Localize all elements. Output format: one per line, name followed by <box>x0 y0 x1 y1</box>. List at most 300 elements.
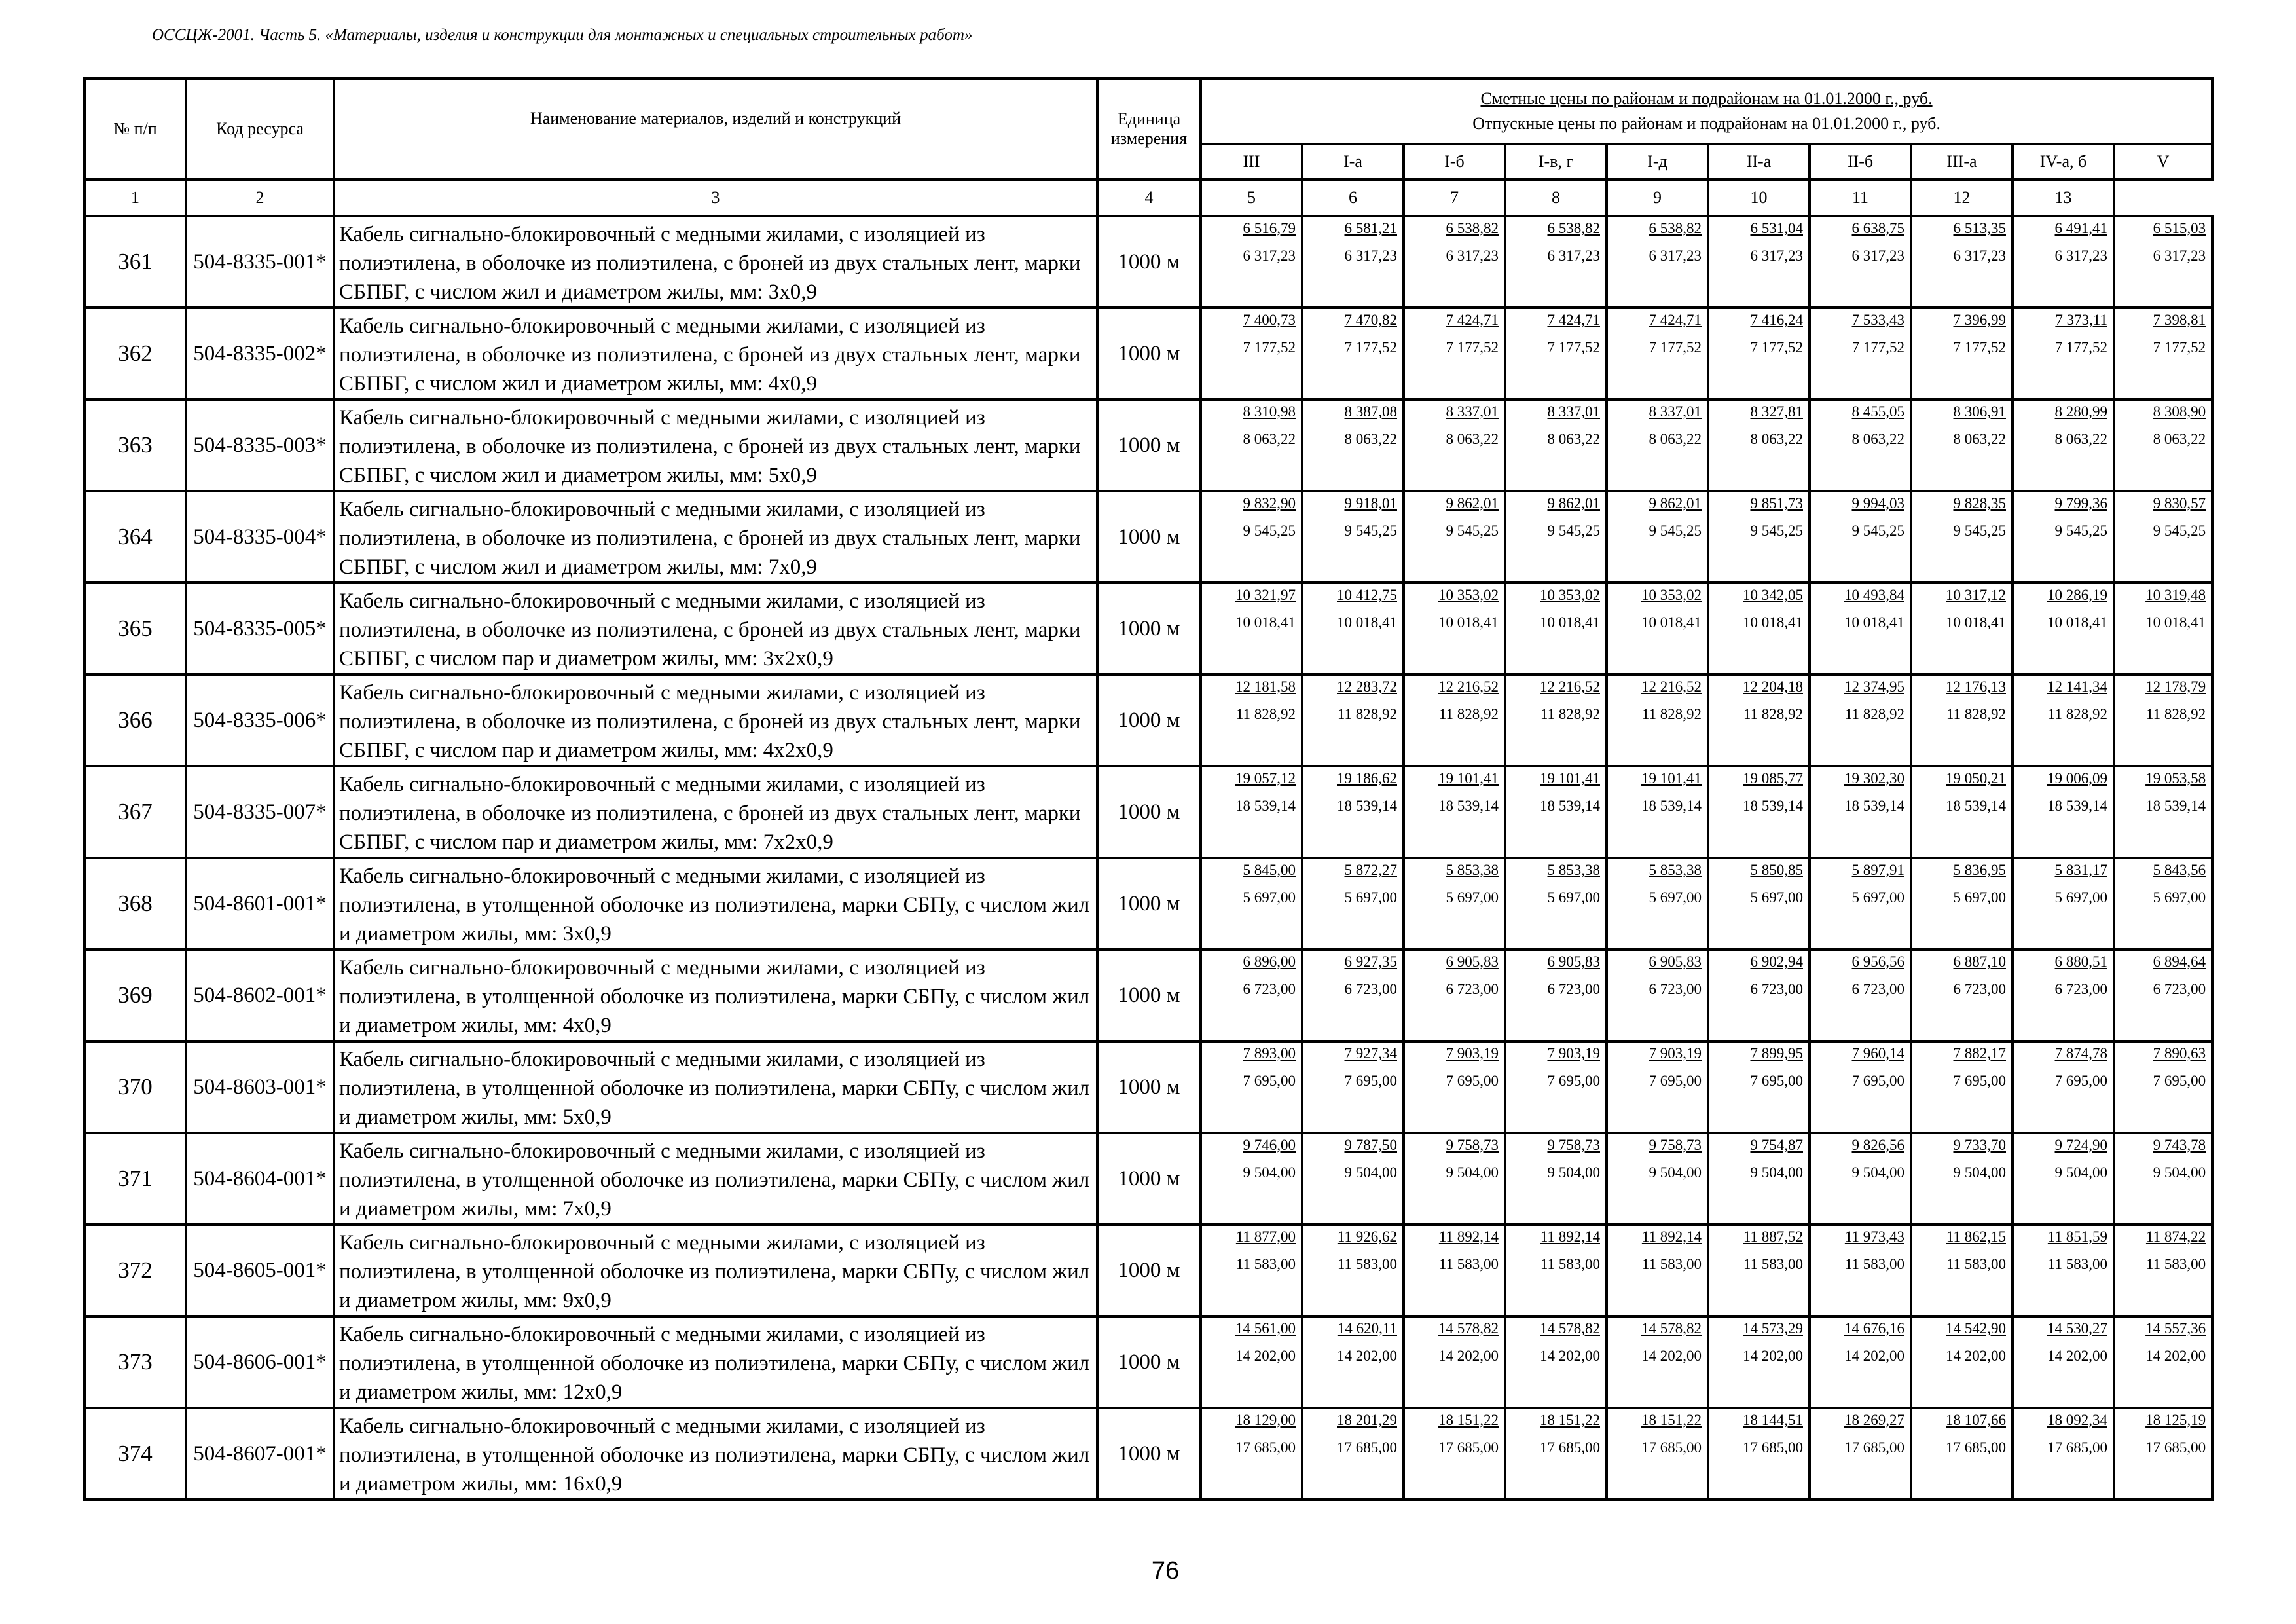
estimated-price: 19 302,30 <box>1844 770 1904 786</box>
release-price: 10 018,41 <box>1235 614 1296 631</box>
release-price: 7 177,52 <box>1851 339 1904 356</box>
header-region: V <box>2114 144 2212 179</box>
estimated-price: 14 542,90 <box>1946 1320 2006 1337</box>
estimated-price: 19 101,41 <box>1438 770 1499 786</box>
price-cell <box>1201 1316 1302 1408</box>
price-cell <box>1505 491 1607 583</box>
release-price: 9 504,00 <box>1547 1164 1600 1181</box>
price-cell <box>1607 583 1708 674</box>
release-price: 18 539,14 <box>1438 798 1499 814</box>
estimated-price: 6 902,94 <box>1750 953 1803 970</box>
estimated-price: 9 733,70 <box>1953 1137 2006 1153</box>
estimated-price: 12 374,95 <box>1844 678 1904 695</box>
estimated-price: 10 342,05 <box>1743 587 1803 603</box>
release-price: 18 539,14 <box>1235 798 1296 814</box>
release-price: 9 504,00 <box>1851 1164 1904 1181</box>
estimated-price: 10 317,12 <box>1946 587 2006 603</box>
estimated-price: 6 887,10 <box>1953 953 2006 970</box>
estimated-price: 7 396,99 <box>1953 312 2006 328</box>
row-number: 369 <box>84 950 186 1041</box>
estimated-price: 7 400,73 <box>1243 312 1296 328</box>
row-number: 365 <box>84 583 186 674</box>
price-cell <box>2114 491 2212 583</box>
price-cell <box>2013 766 2114 858</box>
table-row <box>84 1225 2212 1316</box>
item-name: Кабель сигнально-блокировочный с медными жилами, с изоляцией из полиэтилена, в оболочке из полиэтилена, с броней из двух стальных лент, марки СБПБГ, с числом жил и диаметром жилы, мм: 7х0,9 <box>334 491 1097 583</box>
estimated-price: 9 724,90 <box>2054 1137 2107 1153</box>
price-cell <box>2114 216 2212 308</box>
estimated-price: 7 960,14 <box>1851 1045 1904 1061</box>
release-price: 10 018,41 <box>1743 614 1803 631</box>
price-cell <box>1505 1133 1607 1225</box>
release-price: 5 697,00 <box>1344 889 1397 906</box>
release-price: 7 695,00 <box>1750 1073 1803 1089</box>
estimated-price: 12 141,34 <box>2047 678 2107 695</box>
release-price: 7 177,52 <box>1953 339 2006 356</box>
price-cell <box>2013 1225 2114 1316</box>
estimated-price: 12 178,79 <box>2145 678 2206 695</box>
estimated-price: 11 892,14 <box>1438 1228 1499 1245</box>
release-price: 11 828,92 <box>1946 706 2006 722</box>
price-cell <box>2114 1225 2212 1316</box>
estimated-price: 12 181,58 <box>1235 678 1296 695</box>
table-row <box>84 950 2212 1041</box>
unit-of-measure: 1000 м <box>1097 399 1201 491</box>
price-cell <box>1505 1225 1607 1316</box>
header-region: I-а <box>1302 144 1404 179</box>
release-price: 5 697,00 <box>1649 889 1702 906</box>
item-name: Кабель сигнально-блокировочный с медными жилами, с изоляцией из полиэтилена, в оболочке из полиэтилена, с броней из двух стальных лент, марки СБПБГ, с числом пар и диаметром жилы, мм: 4х2х0,9 <box>334 674 1097 766</box>
item-name: Кабель сигнально-блокировочный с медными жилами, с изоляцией из полиэтилена, в оболочке из полиэтилена, с броней из двух стальных лент, марки СБПБГ, с числом жил и диаметром жилы, мм: 5х0,9 <box>334 399 1097 491</box>
price-cell <box>1201 308 1302 399</box>
price-cell <box>1302 583 1404 674</box>
estimated-price: 11 851,59 <box>2047 1228 2107 1245</box>
estimated-price: 7 903,19 <box>1649 1045 1702 1061</box>
header-row-no: № п/п <box>84 79 186 179</box>
price-cell <box>2114 1133 2212 1225</box>
header-region: I-д <box>1607 144 1708 179</box>
release-price: 14 202,00 <box>1946 1348 2006 1364</box>
release-price: 7 695,00 <box>1547 1073 1600 1089</box>
price-cell <box>1708 766 1810 858</box>
price-cell <box>1810 766 1911 858</box>
price-cell <box>1302 1041 1404 1133</box>
price-cell <box>1404 1133 1505 1225</box>
release-price: 17 685,00 <box>1235 1439 1296 1456</box>
release-price: 6 317,23 <box>1547 248 1600 264</box>
release-price: 7 695,00 <box>1649 1073 1702 1089</box>
price-cell <box>1810 674 1911 766</box>
release-price: 11 583,00 <box>1641 1256 1702 1272</box>
price-cell <box>1911 858 2013 950</box>
release-price: 6 723,00 <box>2153 981 2206 997</box>
estimated-price: 7 899,95 <box>1750 1045 1803 1061</box>
release-price: 7 695,00 <box>2054 1073 2107 1089</box>
price-cell <box>1911 1133 2013 1225</box>
release-price: 14 202,00 <box>1235 1348 1296 1364</box>
release-price: 9 545,25 <box>1649 523 1702 539</box>
price-cell <box>1607 858 1708 950</box>
price-cell <box>1404 674 1505 766</box>
price-cell <box>2114 1041 2212 1133</box>
release-price: 7 177,52 <box>1649 339 1702 356</box>
price-cell <box>1810 308 1911 399</box>
release-price: 10 018,41 <box>2145 614 2206 631</box>
resource-code: 504-8601-001* <box>186 858 334 950</box>
price-cell <box>1201 950 1302 1041</box>
release-price: 9 504,00 <box>2054 1164 2107 1181</box>
price-cell <box>1505 950 1607 1041</box>
estimated-price: 19 057,12 <box>1235 770 1296 786</box>
price-cell <box>1911 1316 2013 1408</box>
estimated-price: 5 831,17 <box>2054 862 2107 878</box>
price-cell <box>1911 399 2013 491</box>
price-cell <box>1302 950 1404 1041</box>
price-cell <box>1404 766 1505 858</box>
price-cell <box>1505 399 1607 491</box>
price-cell <box>1404 216 1505 308</box>
release-price: 6 723,00 <box>1547 981 1600 997</box>
estimated-price: 7 903,19 <box>1446 1045 1499 1061</box>
column-numbers-row <box>84 179 2212 216</box>
estimated-price: 9 918,01 <box>1344 495 1397 511</box>
price-cell <box>1404 1408 1505 1500</box>
table-row <box>84 766 2212 858</box>
estimated-price: 9 862,01 <box>1547 495 1600 511</box>
release-price: 9 504,00 <box>2153 1164 2206 1181</box>
price-cell <box>1505 766 1607 858</box>
estimated-price: 8 310,98 <box>1243 403 1296 420</box>
estimated-price: 19 006,09 <box>2047 770 2107 786</box>
estimated-price: 10 412,75 <box>1337 587 1397 603</box>
release-price: 17 685,00 <box>1844 1439 1904 1456</box>
release-price: 11 583,00 <box>2145 1256 2206 1272</box>
estimated-price: 9 746,00 <box>1243 1137 1296 1153</box>
release-price: 11 583,00 <box>1235 1256 1296 1272</box>
estimated-price: 19 101,41 <box>1540 770 1600 786</box>
estimated-price: 10 353,02 <box>1540 587 1600 603</box>
release-price: 8 063,22 <box>1446 431 1499 447</box>
release-price: 10 018,41 <box>2047 614 2107 631</box>
estimated-price: 7 903,19 <box>1547 1045 1600 1061</box>
price-cell <box>1607 216 1708 308</box>
price-cell <box>1404 1225 1505 1316</box>
column-number: 3 <box>334 179 1097 216</box>
estimated-price: 6 880,51 <box>2054 953 2107 970</box>
resource-code: 504-8602-001* <box>186 950 334 1041</box>
estimated-price: 8 306,91 <box>1953 403 2006 420</box>
price-cell <box>1201 858 1302 950</box>
row-number: 372 <box>84 1225 186 1316</box>
header-unit: Единица измерения <box>1097 79 1201 179</box>
release-price: 18 539,14 <box>2145 798 2206 814</box>
header-region: II-а <box>1708 144 1810 179</box>
release-price: 5 697,00 <box>2153 889 2206 906</box>
release-price: 11 583,00 <box>1540 1256 1600 1272</box>
price-cell <box>1810 583 1911 674</box>
release-price: 9 545,25 <box>1446 523 1499 539</box>
estimated-price: 18 092,34 <box>2047 1412 2107 1428</box>
item-name: Кабель сигнально-блокировочный с медными жилами, с изоляцией из полиэтилена, в оболочке из полиэтилена, с броней из двух стальных лент, марки СБПБГ, с числом пар и диаметром жилы, мм: 7х2х0,9 <box>334 766 1097 858</box>
estimated-price: 11 926,62 <box>1337 1228 1397 1245</box>
release-price: 17 685,00 <box>2145 1439 2206 1456</box>
estimated-price: 9 758,73 <box>1649 1137 1702 1153</box>
price-cell <box>1810 491 1911 583</box>
price-cell <box>1607 399 1708 491</box>
item-name: Кабель сигнально-блокировочный с медными жилами, с изоляцией из полиэтилена, в оболочке из полиэтилена, с броней из двух стальных лент, марки СБПБГ, с числом жил и диаметром жилы, мм: 4х0,9 <box>334 308 1097 399</box>
price-cell <box>1302 308 1404 399</box>
price-cell <box>1810 216 1911 308</box>
estimated-price: 6 513,35 <box>1953 220 2006 236</box>
release-price: 6 317,23 <box>1446 248 1499 264</box>
running-header: ОССЦЖ-2001. Часть 5. «Материалы, изделия и конструкции для монтажных и специальных строительных работ» <box>152 26 973 44</box>
column-number: 8 <box>1505 179 1607 216</box>
estimated-price: 10 321,97 <box>1235 587 1296 603</box>
estimated-price: 9 828,35 <box>1953 495 2006 511</box>
price-cell <box>2114 950 2212 1041</box>
release-price: 14 202,00 <box>1844 1348 1904 1364</box>
row-number: 361 <box>84 216 186 308</box>
price-cell <box>1201 216 1302 308</box>
estimated-price: 14 676,16 <box>1844 1320 1904 1337</box>
estimated-price: 7 927,34 <box>1344 1045 1397 1061</box>
price-cell <box>2013 216 2114 308</box>
estimated-price: 18 151,22 <box>1641 1412 1702 1428</box>
estimated-price: 6 905,83 <box>1649 953 1702 970</box>
column-number: 5 <box>1201 179 1302 216</box>
price-cell <box>1201 491 1302 583</box>
release-price: 17 685,00 <box>1641 1439 1702 1456</box>
price-cell <box>1607 1225 1708 1316</box>
estimated-price: 5 872,27 <box>1344 862 1397 878</box>
price-cell <box>1607 308 1708 399</box>
column-number: 6 <box>1302 179 1404 216</box>
estimated-price: 6 531,04 <box>1750 220 1803 236</box>
release-price: 9 504,00 <box>1446 1164 1499 1181</box>
estimated-price: 6 905,83 <box>1547 953 1600 970</box>
release-price: 10 018,41 <box>1844 614 1904 631</box>
estimated-price: 19 186,62 <box>1337 770 1397 786</box>
price-cell <box>1708 1041 1810 1133</box>
price-cell <box>1911 950 2013 1041</box>
estimated-price: 7 398,81 <box>2153 312 2206 328</box>
price-cell <box>1708 1408 1810 1500</box>
price-cell <box>2114 583 2212 674</box>
price-cell <box>2013 491 2114 583</box>
release-price: 9 545,25 <box>2153 523 2206 539</box>
release-price: 8 063,22 <box>2153 431 2206 447</box>
row-number: 363 <box>84 399 186 491</box>
estimated-price: 12 204,18 <box>1743 678 1803 695</box>
estimated-price: 12 216,52 <box>1438 678 1499 695</box>
release-price: 6 723,00 <box>2054 981 2107 997</box>
release-price: 17 685,00 <box>1438 1439 1499 1456</box>
estimated-price: 9 787,50 <box>1344 1137 1397 1153</box>
estimated-price: 8 337,01 <box>1446 403 1499 420</box>
estimated-price: 6 538,82 <box>1547 220 1600 236</box>
unit-of-measure: 1000 м <box>1097 1041 1201 1133</box>
price-cell <box>2114 674 2212 766</box>
release-price: 6 317,23 <box>1953 248 2006 264</box>
release-price: 10 018,41 <box>1946 614 2006 631</box>
table-row <box>84 399 2212 491</box>
header-name: Наименование материалов, изделий и конструкций <box>334 79 1097 179</box>
price-cell <box>1201 1133 1302 1225</box>
estimated-price: 9 832,90 <box>1243 495 1296 511</box>
release-price: 6 317,23 <box>1243 248 1296 264</box>
price-cell <box>1201 1041 1302 1133</box>
row-number: 362 <box>84 308 186 399</box>
price-cell <box>2013 1133 2114 1225</box>
price-cell <box>1708 950 1810 1041</box>
estimated-price: 11 892,14 <box>1641 1228 1702 1245</box>
release-price: 14 202,00 <box>2047 1348 2107 1364</box>
price-cell <box>1302 766 1404 858</box>
release-price: 9 504,00 <box>1649 1164 1702 1181</box>
release-price: 9 545,25 <box>1851 523 1904 539</box>
release-price: 7 177,52 <box>1750 339 1803 356</box>
estimated-price: 7 874,78 <box>2054 1045 2107 1061</box>
price-table <box>83 77 2214 1501</box>
table-row <box>84 583 2212 674</box>
release-price: 9 545,25 <box>1547 523 1600 539</box>
release-price: 7 695,00 <box>1851 1073 1904 1089</box>
price-cell <box>1505 308 1607 399</box>
estimated-price: 9 862,01 <box>1446 495 1499 511</box>
price-cell <box>1708 491 1810 583</box>
price-cell <box>1404 308 1505 399</box>
release-price: 6 723,00 <box>1243 981 1296 997</box>
estimated-price: 7 424,71 <box>1547 312 1600 328</box>
estimated-price: 18 151,22 <box>1438 1412 1499 1428</box>
estimated-price: 5 836,95 <box>1953 862 2006 878</box>
estimated-price: 12 176,13 <box>1946 678 2006 695</box>
estimated-price: 7 416,24 <box>1750 312 1803 328</box>
column-number: 9 <box>1607 179 1708 216</box>
release-price: 8 063,22 <box>1750 431 1803 447</box>
unit-of-measure: 1000 м <box>1097 1408 1201 1500</box>
table-row <box>84 216 2212 308</box>
release-price: 9 504,00 <box>1750 1164 1803 1181</box>
estimated-price: 11 887,52 <box>1743 1228 1803 1245</box>
estimated-price: 6 956,56 <box>1851 953 1904 970</box>
estimated-price: 9 851,73 <box>1750 495 1803 511</box>
release-price: 11 828,92 <box>1844 706 1904 722</box>
release-price: 11 828,92 <box>1641 706 1702 722</box>
unit-of-measure: 1000 м <box>1097 1316 1201 1408</box>
row-number: 368 <box>84 858 186 950</box>
price-cell <box>1201 1408 1302 1500</box>
price-cell <box>1911 1408 2013 1500</box>
price-cell <box>1607 1316 1708 1408</box>
price-cell <box>1810 1041 1911 1133</box>
table-row <box>84 1041 2212 1133</box>
estimated-price: 10 319,48 <box>2145 587 2206 603</box>
release-price: 18 539,14 <box>1337 798 1397 814</box>
unit-of-measure: 1000 м <box>1097 858 1201 950</box>
price-cell <box>1302 1316 1404 1408</box>
price-cell <box>1810 1316 1911 1408</box>
release-price: 10 018,41 <box>1438 614 1499 631</box>
release-price: 14 202,00 <box>1337 1348 1397 1364</box>
estimated-price: 14 573,29 <box>1743 1320 1803 1337</box>
price-cell <box>2013 858 2114 950</box>
release-price: 6 723,00 <box>1851 981 1904 997</box>
estimated-price: 9 743,78 <box>2153 1137 2206 1153</box>
unit-of-measure: 1000 м <box>1097 950 1201 1041</box>
price-cell <box>2013 399 2114 491</box>
price-cell <box>1302 1408 1404 1500</box>
estimated-price: 19 050,21 <box>1946 770 2006 786</box>
estimated-price: 14 578,82 <box>1540 1320 1600 1337</box>
resource-code: 504-8603-001* <box>186 1041 334 1133</box>
estimated-price: 11 862,15 <box>1946 1228 2006 1245</box>
estimated-price: 10 286,19 <box>2047 587 2107 603</box>
column-number: 13 <box>2013 179 2114 216</box>
header-prices-title-2: Отпускные цены по районам и подрайонам на 01.01.2000 г., руб. <box>1472 114 1941 133</box>
price-cell <box>2114 858 2212 950</box>
estimated-price: 9 826,56 <box>1851 1137 1904 1153</box>
release-price: 8 063,22 <box>1851 431 1904 447</box>
item-name: Кабель сигнально-блокировочный с медными жилами, с изоляцией из полиэтилена, в утолщенной оболочке из полиэтилена, марки СБПу, с числом жил и диаметром жилы, мм: 5х0,9 <box>334 1041 1097 1133</box>
release-price: 11 828,92 <box>1337 706 1397 722</box>
resource-code: 504-8335-006* <box>186 674 334 766</box>
release-price: 7 695,00 <box>1953 1073 2006 1089</box>
release-price: 8 063,22 <box>1344 431 1397 447</box>
price-cell <box>1201 583 1302 674</box>
estimated-price: 18 125,19 <box>2145 1412 2206 1428</box>
release-price: 7 695,00 <box>1344 1073 1397 1089</box>
release-price: 18 539,14 <box>1844 798 1904 814</box>
release-price: 6 723,00 <box>1953 981 2006 997</box>
unit-of-measure: 1000 м <box>1097 308 1201 399</box>
release-price: 11 828,92 <box>2047 706 2107 722</box>
release-price: 18 539,14 <box>1641 798 1702 814</box>
header-region: II-б <box>1810 144 1911 179</box>
price-cell <box>2114 1408 2212 1500</box>
price-cell <box>1404 858 1505 950</box>
item-name: Кабель сигнально-блокировочный с медными жилами, с изоляцией из полиэтилена, в оболочке из полиэтилена, с броней из двух стальных лент, марки СБПБГ, с числом жил и диаметром жилы, мм: 3х0,9 <box>334 216 1097 308</box>
estimated-price: 7 533,43 <box>1851 312 1904 328</box>
unit-of-measure: 1000 м <box>1097 491 1201 583</box>
estimated-price: 7 424,71 <box>1446 312 1499 328</box>
header-region: I-в, г <box>1505 144 1607 179</box>
column-number: 4 <box>1097 179 1201 216</box>
release-price: 8 063,22 <box>1243 431 1296 447</box>
table-row <box>84 1133 2212 1225</box>
release-price: 11 583,00 <box>1438 1256 1499 1272</box>
price-cell <box>1607 674 1708 766</box>
price-cell <box>2013 1041 2114 1133</box>
price-cell <box>1404 491 1505 583</box>
price-cell <box>1911 674 2013 766</box>
release-price: 9 545,25 <box>2054 523 2107 539</box>
release-price: 14 202,00 <box>1743 1348 1803 1364</box>
header-code: Код ресурса <box>186 79 334 179</box>
release-price: 6 317,23 <box>1649 248 1702 264</box>
header-region: I-б <box>1404 144 1505 179</box>
release-price: 11 583,00 <box>2047 1256 2107 1272</box>
estimated-price: 19 053,58 <box>2145 770 2206 786</box>
estimated-price: 6 581,21 <box>1344 220 1397 236</box>
estimated-price: 14 530,27 <box>2047 1320 2107 1337</box>
estimated-price: 9 754,87 <box>1750 1137 1803 1153</box>
price-cell <box>1302 674 1404 766</box>
release-price: 7 177,52 <box>1446 339 1499 356</box>
release-price: 9 545,25 <box>1750 523 1803 539</box>
price-cell <box>1404 1041 1505 1133</box>
price-cell <box>1911 308 2013 399</box>
